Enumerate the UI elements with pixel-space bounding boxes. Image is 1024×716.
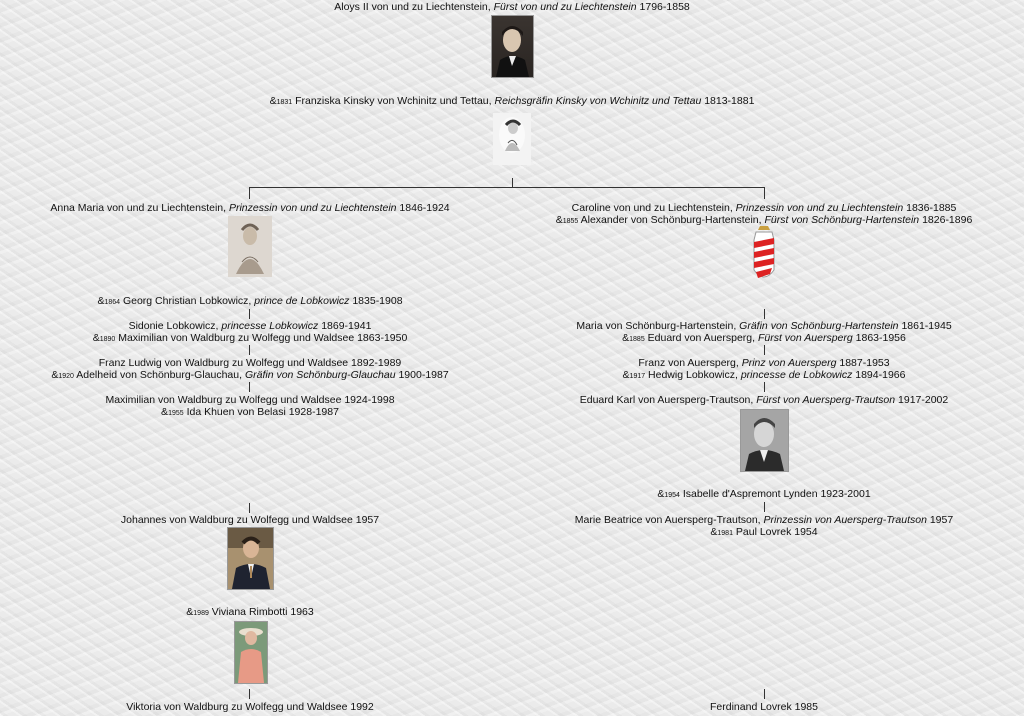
spouse-alexander-link[interactable]: &1855 Alexander von Schönburg-Hartenstein, Fürst von Schönburg-Hartenstein 1826-1896 [555,214,973,226]
connector [249,382,250,392]
connector [249,345,250,355]
spouse-paul-link[interactable]: &1981 Paul Lovrek 1954 [710,526,818,538]
person-caroline-link[interactable]: Caroline von und zu Liechtenstein, Prinzessin von und zu Liechtenstein 1836-1885 [571,202,957,214]
spouse-georg[interactable] [97,295,402,309]
connector [764,689,765,699]
person-johannes[interactable] [121,514,379,526]
person-sidonie[interactable] [129,320,372,332]
person-viktoria[interactable] [126,701,373,713]
person-maria[interactable] [576,320,951,332]
person-maximilian-1924-link[interactable]: Maximilian von Waldburg zu Wolfegg und Waldsee 1924-1998 [105,394,395,406]
person-anna-maria-link[interactable]: Anna Maria von und zu Liechtenstein, Prinzessin von und zu Liechtenstein 1846-1924 [50,202,450,214]
spouse-hedwig-link[interactable]: &1917 Hedwig Lobkowicz, princesse de Lobkowicz 1894-1966 [622,369,906,381]
person-eduard-karl[interactable] [580,394,949,406]
portrait-anna-maria-image [228,216,272,277]
connector [249,689,250,699]
person-viktoria-link[interactable]: Viktoria von Waldburg zu Wolfegg und Waldsee 1992 [126,701,374,713]
portrait-franziska-image [493,113,531,165]
coat-of-arms-schonburg[interactable] [750,226,778,288]
portrait-eduard-karl-image [741,410,788,471]
spouse-paul[interactable] [710,526,817,540]
person-aloys[interactable] [334,1,690,13]
connector [249,187,250,199]
spouse-isabelle-link[interactable]: &1954 Isabelle d'Aspremont Lynden 1923-2001 [657,488,871,500]
spouse-georg-link[interactable]: &1864 Georg Christian Lobkowicz, prince de Lobkowicz 1835-1908 [97,295,403,307]
person-franz-auersperg[interactable] [638,357,889,369]
person-caroline[interactable] [572,202,957,214]
portrait-aloys[interactable] [491,15,534,78]
person-maria-link[interactable]: Maria von Schönburg-Hartenstein, Gräfin von Schönburg-Hartenstein 1861-1945 [576,320,952,332]
person-franz-auersperg-link[interactable]: Franz von Auersperg, Prinz von Auersperg 1887-1953 [638,357,890,369]
person-franz-ludwig[interactable] [99,357,402,369]
person-aloys-link[interactable]: Aloys II von und zu Liechtenstein, Fürst von und zu Liechtenstein 1796-1858 [334,1,690,13]
spouse-maximilian-1863[interactable] [93,332,408,346]
coat-of-arms-icon [750,226,778,288]
spouse-maximilian-1863-link[interactable]: &1890 Maximilian von Waldburg zu Wolfegg und Waldsee 1863-1950 [92,332,408,344]
portrait-johannes[interactable] [227,527,274,590]
spouse-viviana-link[interactable]: &1989 Viviana Rimbotti 1963 [186,606,314,618]
spouse-hedwig[interactable] [623,369,906,383]
connector [764,382,765,392]
connector [764,309,765,319]
spouse-ida-link[interactable]: &1955 Ida Khuen von Belasi 1928-1987 [161,406,339,418]
portrait-aloys-image [492,16,533,77]
spouse-isabelle[interactable] [657,488,870,502]
connector [764,345,765,355]
portrait-johannes-image [228,528,273,589]
spouse-franziska-link[interactable]: &1831 Franziska Kinsky von Wchinitz und Tettau, Reichsgräfin Kinsky von Wchinitz und Tettau 1813-1881 [269,95,755,107]
person-ferdinand-link[interactable]: Ferdinand Lovrek 1985 [710,701,818,713]
spouse-eduard-link[interactable]: &1885 Eduard von Auersperg, Fürst von Auersperg 1863-1956 [622,332,906,344]
person-eduard-karl-link[interactable]: Eduard Karl von Auersperg-Trautson, Fürst von Auersperg-Trautson 1917-2002 [579,394,949,406]
spouse-franziska[interactable] [270,95,755,109]
person-marie-beatrice[interactable] [575,514,953,526]
portrait-eduard-karl[interactable] [740,409,789,472]
person-franz-ludwig-link[interactable]: Franz Ludwig von Waldburg zu Wolfegg und Waldsee 1892-1989 [98,357,402,369]
spouse-adelheid[interactable] [51,369,448,383]
spouse-viviana[interactable] [186,606,313,620]
connector [249,503,250,513]
person-ferdinand[interactable] [710,701,818,713]
portrait-franziska[interactable] [493,113,531,165]
person-marie-beatrice-link[interactable]: Marie Beatrice von Auersperg-Trautson, Prinzessin von Auersperg-Trautson 1957 [574,514,954,526]
portrait-anna-maria[interactable] [228,216,272,277]
person-anna-maria[interactable] [50,202,449,214]
spouse-adelheid-link[interactable]: &1920 Adelheid von Schönburg-Glauchau, Gräfin von Schönburg-Glauchau 1900-1987 [51,369,449,381]
person-sidonie-link[interactable]: Sidonie Lobkowicz, princesse Lobkowicz 1869-1941 [128,320,372,332]
portrait-viviana-image [235,622,267,683]
spouse-eduard[interactable] [622,332,906,346]
spouse-ida[interactable] [161,406,339,420]
person-johannes-link[interactable]: Johannes von Waldburg zu Wolfegg und Waldsee 1957 [120,514,380,526]
connector [249,309,250,319]
connector [512,178,513,187]
connector [764,187,765,199]
connector [764,502,765,512]
connector [249,187,764,188]
person-maximilian-1924[interactable] [105,394,394,406]
portrait-viviana[interactable] [234,621,268,684]
